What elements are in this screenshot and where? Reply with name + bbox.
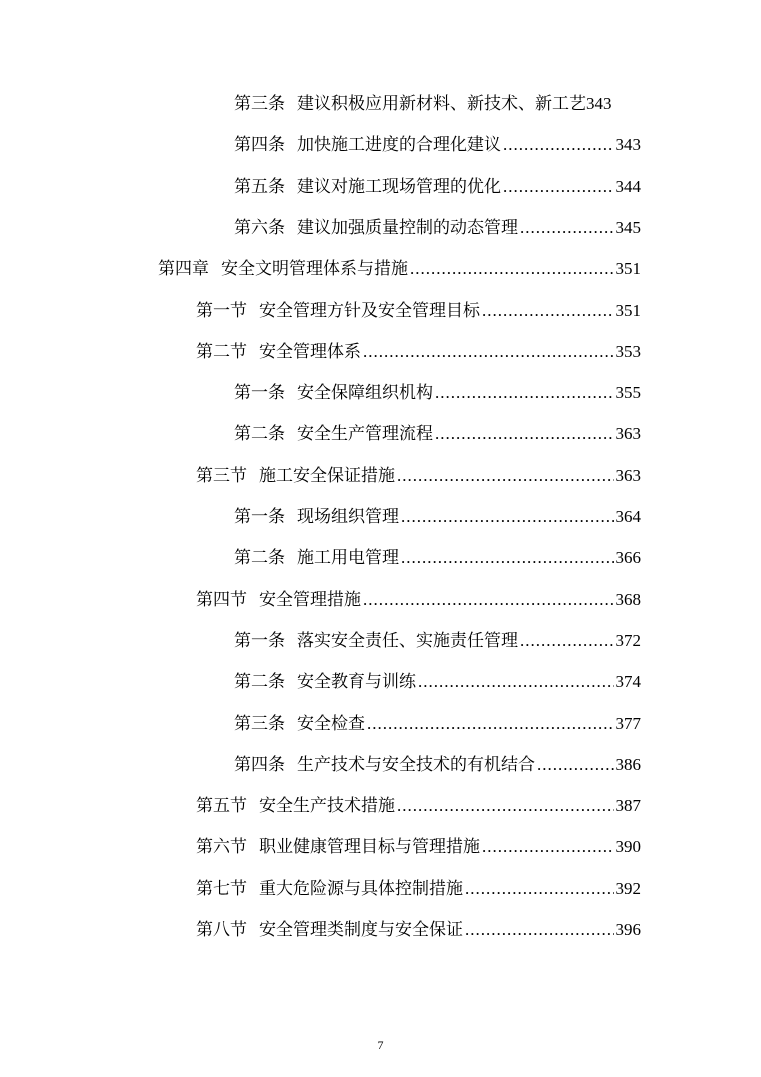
toc-entry[interactable] <box>234 90 641 118</box>
toc-entry-page: 387 <box>615 796 641 816</box>
toc-entry-leader <box>465 875 614 903</box>
toc-entry[interactable] <box>196 875 641 903</box>
page-number: 7 <box>377 1038 384 1052</box>
toc-entry-number: 第五节 <box>196 796 247 817</box>
toc-entry[interactable] <box>158 255 641 283</box>
toc-entry-page: 377 <box>615 713 641 733</box>
toc-entry[interactable] <box>234 627 641 655</box>
toc-entry-leader <box>537 751 614 779</box>
toc-entry[interactable] <box>234 379 641 407</box>
toc-entry-page: 355 <box>615 383 641 403</box>
toc-entry-title: 建议加强质量控制的动态管理 <box>297 217 518 238</box>
toc-entry-page: 351 <box>615 259 641 279</box>
toc-entry-number: 第二节 <box>196 341 247 362</box>
toc-entry-title: 安全管理措施 <box>259 589 361 610</box>
toc-entry-page: 343 <box>615 135 641 155</box>
toc-entry-page: 374 <box>615 672 641 692</box>
toc-entry-page: 344 <box>615 176 641 196</box>
toc-entry[interactable] <box>234 710 641 738</box>
toc-entry-title: 安全管理类制度与安全保证 <box>259 920 463 940</box>
toc-entry-title: 重大危险源与具体控制措施 <box>259 878 463 899</box>
toc-entry-title: 施工用电管理 <box>297 548 399 569</box>
toc-entry[interactable] <box>196 792 641 820</box>
toc-entry-title: 职业健康管理目标与管理措施 <box>259 837 480 858</box>
toc-entry[interactable] <box>196 833 641 861</box>
toc-entry[interactable] <box>196 338 641 366</box>
toc-entry-number: 第三节 <box>196 465 247 486</box>
toc-entry-page: 372 <box>615 630 641 650</box>
toc-entry[interactable] <box>234 751 641 779</box>
toc-entry-page: 343 <box>586 94 612 113</box>
toc-entry-page: 392 <box>615 878 641 898</box>
toc-entry[interactable] <box>196 586 641 614</box>
toc-entry-number: 第四条 <box>234 754 285 775</box>
toc-entry-number: 第七节 <box>196 878 247 899</box>
toc-entry[interactable] <box>234 131 641 159</box>
toc-entry-title: 安全检查 <box>297 713 365 734</box>
toc-entry-title: 施工安全保证措施 <box>259 465 395 486</box>
toc-entry-number: 第六节 <box>196 837 247 858</box>
toc-entry-leader <box>418 668 614 696</box>
toc-entry-title: 加快施工进度的合理化建议 <box>297 135 501 156</box>
toc-entry-leader <box>435 379 614 407</box>
toc-entry-number: 第三条 <box>234 713 285 734</box>
toc-entry-page: 386 <box>615 754 641 774</box>
toc-entry-number: 第四章 <box>158 259 209 280</box>
toc-entry-title: 建议积极应用新材料、新技术、新工艺 <box>297 94 586 114</box>
toc-entry-number: 第六条 <box>234 217 285 238</box>
toc-entry-number: 第一条 <box>234 383 285 404</box>
toc-entry-leader <box>520 627 614 655</box>
toc-entry-number: 第八节 <box>196 920 247 940</box>
toc-entry-leader <box>397 792 614 820</box>
toc-entry-leader <box>520 214 614 242</box>
toc-entry-leader <box>401 503 614 531</box>
toc-entry-leader <box>397 462 614 490</box>
toc-entry[interactable] <box>234 503 641 531</box>
toc-entry[interactable] <box>234 420 641 448</box>
toc-entry-leader <box>482 297 614 325</box>
toc-entry-number: 第三条 <box>234 94 285 114</box>
toc-entry[interactable] <box>234 668 641 696</box>
toc-entry-leader <box>435 420 614 448</box>
toc-entry-title: 安全生产技术措施 <box>259 796 395 817</box>
toc-entry-number: 第一条 <box>234 630 285 651</box>
toc-entry-page: 366 <box>615 548 641 568</box>
toc-entry-leader <box>401 544 614 572</box>
toc-entry-leader <box>363 338 614 366</box>
toc-entry-number: 第一节 <box>196 300 247 321</box>
toc-entry-page: 363 <box>615 424 641 444</box>
toc-entry-page: 351 <box>615 300 641 320</box>
toc-entry-page: 396 <box>615 920 641 939</box>
toc-entry-title: 安全保障组织机构 <box>297 383 433 404</box>
toc-entry-number: 第一条 <box>234 507 285 527</box>
toc-entry-number: 第二条 <box>234 548 285 569</box>
toc-entry-leader <box>503 173 614 201</box>
toc-entry-leader <box>363 586 614 614</box>
toc-entry-title: 安全教育与训练 <box>297 672 416 693</box>
toc-entry[interactable] <box>234 544 641 572</box>
toc-entry[interactable] <box>196 916 641 944</box>
toc-entry-title: 安全管理方针及安全管理目标 <box>259 300 480 321</box>
toc-entry-title: 安全文明管理体系与措施 <box>221 259 408 280</box>
toc-entry[interactable] <box>234 214 641 242</box>
toc-entry-title: 建议对施工现场管理的优化 <box>297 176 501 197</box>
toc-entry-page: 353 <box>615 341 641 361</box>
toc-entry-number: 第二条 <box>234 672 285 693</box>
toc-entry-number: 第五条 <box>234 176 285 197</box>
toc-entry-page: 345 <box>615 217 641 237</box>
toc-entry-title: 安全管理体系 <box>259 341 361 362</box>
toc-entry-number: 第四条 <box>234 135 285 156</box>
toc-entry-leader <box>465 916 614 944</box>
toc-entry-leader <box>410 255 614 283</box>
toc-entry-title: 安全生产管理流程 <box>297 424 433 445</box>
toc-entry-leader <box>367 710 614 738</box>
toc-entry[interactable] <box>196 462 641 490</box>
toc-entry[interactable] <box>234 173 641 201</box>
toc-entry-leader <box>482 833 614 861</box>
toc-entry-leader <box>503 131 614 159</box>
toc-entry-page: 368 <box>615 589 641 609</box>
toc-entry-page: 390 <box>615 837 641 857</box>
toc-entry-number: 第二条 <box>234 424 285 445</box>
toc-entry-title: 落实安全责任、实施责任管理 <box>297 630 518 651</box>
toc-entry[interactable] <box>196 297 641 325</box>
toc-entry-page: 364 <box>615 507 641 526</box>
toc-entry-page: 363 <box>615 465 641 485</box>
toc-entry-number: 第四节 <box>196 589 247 610</box>
toc-entry-title: 现场组织管理 <box>297 507 399 527</box>
toc-entry-title: 生产技术与安全技术的有机结合 <box>297 754 535 775</box>
